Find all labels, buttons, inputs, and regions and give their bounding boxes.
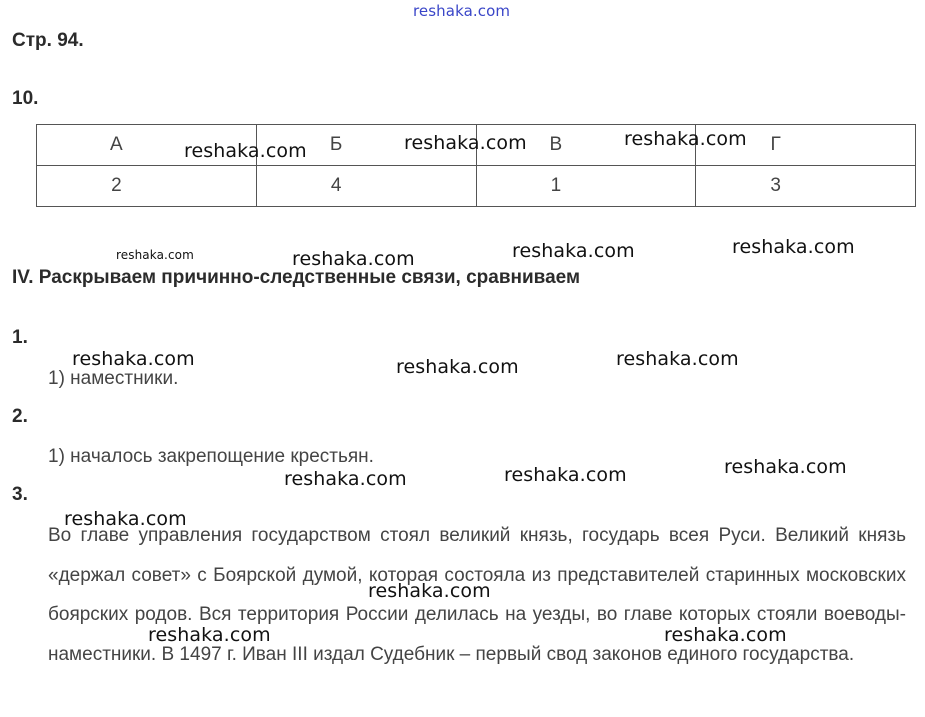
watermark: reshaka.com	[284, 468, 407, 490]
table-value-row	[37, 166, 916, 207]
table-value-cell: 3	[696, 166, 916, 207]
watermark: reshaka.com	[504, 464, 627, 486]
watermark: reshaka.com	[404, 132, 527, 154]
table-value-cell: 2	[37, 166, 257, 207]
table-header-cell: Б	[256, 125, 476, 166]
watermark: reshaka.com	[116, 248, 194, 262]
table-value-cell: 4	[256, 166, 476, 207]
watermark: reshaka.com	[292, 248, 415, 270]
question-3-number: 3.	[12, 484, 28, 505]
page-number: Стр. 94.	[12, 30, 84, 51]
question-3-paragraph: Во главе управления государством стоял великий князь, государь всея Руси. Великий князь «держал совет» с Боярской думой, которая состояла из представителей старинных московских боярских родов. Вся территория России делилась на уезды, во главе которых стояли воеводы-наместники. В 1497 г. Иван III издал Судебник – первый свод законов единого государства.	[48, 525, 906, 665]
watermark: reshaka.com	[148, 624, 271, 646]
watermark: reshaka.com	[732, 236, 855, 258]
watermark: reshaka.com	[64, 508, 187, 530]
watermark: reshaka.com	[396, 356, 519, 378]
watermark: reshaka.com	[616, 348, 739, 370]
watermark: reshaka.com	[724, 456, 847, 478]
table-header-cell: А	[37, 125, 257, 166]
task-10-number: 10.	[12, 88, 39, 109]
table-header-cell: В	[476, 125, 696, 166]
watermark: reshaka.com	[184, 140, 307, 162]
watermark: reshaka.com	[72, 348, 195, 370]
watermark: reshaka.com	[512, 240, 635, 262]
section-title: IV. Раскрываем причинно-следственные связи, сравниваем	[12, 267, 581, 288]
watermark: reshaka.com	[368, 580, 491, 602]
watermark: reshaka.com	[664, 624, 787, 646]
site-watermark-top: reshaka.com	[413, 2, 511, 20]
table-header-cell: Г	[696, 125, 916, 166]
table-value-cell: 1	[476, 166, 696, 207]
question-1-number: 1.	[12, 327, 28, 348]
watermark: reshaka.com	[624, 128, 747, 150]
question-2-answer: 1) началось закрепощение крестьян.	[48, 446, 374, 467]
question-1-answer: 1) наместники.	[48, 368, 179, 389]
question-2-number: 2.	[12, 406, 28, 427]
